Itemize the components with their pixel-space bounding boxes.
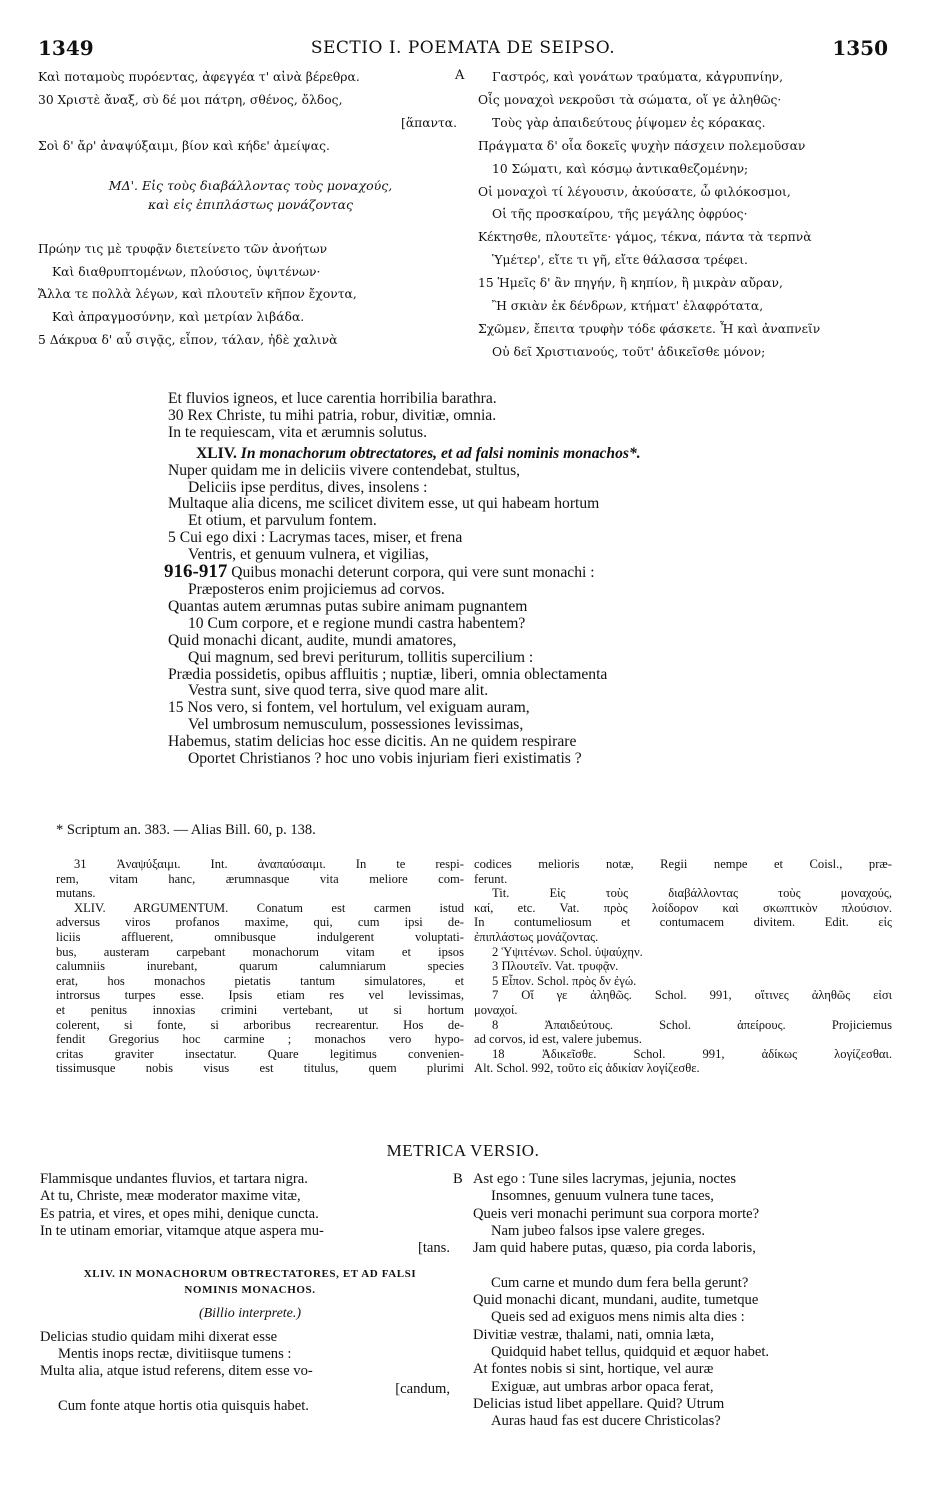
note-line: 7 Οἵ γε ἀληθῶς. Schol. 991, οἵτινες ἀληθῶς εἰσι: [492, 988, 892, 1003]
latin-prose-line: 30 Rex Christe, tu mihi patria, robur, divitiæ, omnia.: [168, 407, 497, 424]
notes-left-column: [56, 857, 464, 1076]
note-line: erat, hos monachos pietatis tantum simulatores, et: [56, 973, 464, 988]
greek-verse-line: Σχῶμεν, ἔπειτα τρυφὴν τόδε φάσκετε. Ἦ καὶ ἀναπνεῖν: [478, 321, 821, 336]
metrical-verse-line: Quid monachi dicant, mundani, audite, tumetque: [473, 1292, 759, 1309]
greek-verse-line: Τοὺς γὰρ ἀπαιδεύτους ῥίψομεν ἐς κόρακας.: [492, 115, 766, 130]
metrical-verse-line: Delicias studio quidam mihi dixerat esse: [40, 1328, 278, 1345]
greek-left-poem: [38, 238, 463, 353]
latin-prose-line: Deliciis ipse perditus, dives, insolens :: [188, 479, 428, 496]
metrical-verse-line: In te utinam emoriar, vitamque atque aspera mu-: [40, 1222, 324, 1239]
greek-verse-line: Γαστρός, καὶ γονάτων τραύματα, κἀγρυπνίην,: [492, 70, 784, 84]
greek-left-column: [38, 66, 463, 352]
metrical-verse-line: Cum fonte atque hortis otia quisquis habet.: [58, 1397, 309, 1414]
note-line: liciis affluerent, omnibusque indulgerent voluptati-: [56, 929, 464, 944]
note-line: 8 Ἀπαιδεύτους. Schol. ἀπείρους. Projiciemus: [492, 1017, 892, 1032]
latin-prose-line: 5 Cui ego dixi : Lacrymas taces, miser, et frena: [168, 530, 463, 547]
metrical-verse-line: Queis veri monachi perimunt sua corpora morte?: [473, 1205, 760, 1222]
latin-prose-line: Et fluvios igneos, et luce carentia horribilia barathra.: [168, 391, 497, 407]
note-line: Alt. Schol. 992, τοῦτο εἰς ἀδικίαν λογίζεσθε.: [474, 1061, 700, 1076]
metrica-versio-title: METRICA VERSIO.: [386, 1141, 540, 1160]
latin-prose-line: Multaque alia dicens, me scilicet divitem esse, ut qui habeam hortum: [168, 496, 600, 513]
side-marker-b: B: [453, 1171, 463, 1187]
latin-column-line: [164, 564, 808, 582]
greek-title-line-2: καὶ εἰς ἐπιπλάστως μονάζοντας: [147, 196, 354, 212]
metrical-verse-line: At tu, Christe, meæ moderator maxime vitæ,: [40, 1188, 301, 1205]
greek-title-line-1: ΜΔ'. Εἰς τοὺς διαβάλλοντας τοὺς μοναχούς,: [108, 177, 393, 193]
latin-prose-line: 10 Cum corpore, et e regione mundi castra habentem?: [188, 615, 526, 632]
note-line: XLIV. ARGUMENTUM. Conatum est carmen istud: [74, 900, 464, 915]
column-number: 916-917: [164, 564, 228, 582]
running-title: SECTIO I. POEMATA DE SEIPSO.: [310, 38, 616, 58]
metrical-verse-line: [candum,: [395, 1380, 450, 1397]
metrical-verse-line: Divitiæ vestræ, thalami, nati, omnia læta,: [473, 1326, 715, 1343]
note-line: tissimusque nobis visus est titulus, quem plurimi: [56, 1061, 464, 1076]
note-line: 2 Ὑψιτένων. Schol. ὑψαύχην.: [492, 944, 643, 959]
note-line: introrsus turpes esse. Ipsis etiam res vel levissimas,: [56, 988, 464, 1003]
greek-verse-line: [ἅπαντα.: [401, 115, 457, 130]
metrical-verse-line: Multa alia, atque istud referens, ditem esse vo-: [40, 1363, 313, 1380]
note-line: adversus viros profanos maxime, qui, cum ipsi de-: [56, 915, 464, 930]
latin-poem-lines: [168, 463, 808, 564]
greek-right-lines: [478, 66, 898, 364]
metrical-title-line-1: XLIV. IN MONACHORUM OBTRECTATORES, ET AD FALSI: [83, 1268, 417, 1281]
greek-verse-line: Πρώην τις μὲ τρυφᾷν διετείνετο τῶν ἀνοήτων: [38, 241, 328, 256]
latin-title-number: XLIV.: [196, 445, 237, 462]
note-line: critas graviter insectatur. Quare legitimus convenien-: [56, 1046, 464, 1061]
greek-verse-line: Ὑμέτερ', εἴτε τι γῆ, εἴτε θάλασσα τρέφει.: [492, 253, 748, 268]
metrical-verse-line: Auras haud fas est ducere Christicolas?: [491, 1413, 721, 1430]
footnote: * Scriptum an. 383. — Alias Bill. 60, p. 138.: [56, 822, 316, 838]
metrical-verse-line: Quidquid habet tellus, quidquid et æquor habet.: [491, 1343, 770, 1360]
note-line: mutans.: [56, 886, 96, 901]
note-line: calumniis inurebant, quarum calumniarum species: [56, 959, 464, 974]
greek-right-column: [478, 66, 898, 364]
greek-verse-line: 5 Δάκρυα δ' αὖ σιγᾷς, εἶπον, τάλαν, ἠδὲ χαλινὰ: [38, 333, 338, 348]
latin-prose-line: In te requiescam, vita et ærumnis solutus.: [168, 424, 427, 441]
note-line: ferunt.: [474, 871, 508, 886]
latin-prose-line: Qui magnum, sed brevi periturum, tollitis supercilium :: [188, 649, 534, 666]
latin-prose-line: Prædia possidetis, opibus affluitis ; nuptiæ, liberi, omnia oblectamenta: [168, 666, 608, 683]
greek-left-lines: [38, 66, 463, 158]
greek-verse-line: Καὶ ἀπραγμοσύνην, καὶ μετρίαν λιβάδα.: [52, 310, 305, 325]
note-line: Tit. Εἰς τοὺς διαβάλλοντας τοὺς μοναχούς,: [492, 886, 892, 901]
latin-prose-line: Habemus, statim delicias hoc esse dicitis. An ne quidem respirare: [168, 734, 577, 751]
greek-verse-line: Κέκτησθε, πλουτεῖτε· γάμος, τέκνα, πάντα τὰ τερπνὰ: [478, 230, 812, 245]
greek-verse-line: Οἱ τῆς προσκαίρου, τῆς μεγάλης ὀφρύος·: [492, 207, 748, 222]
greek-verse-line: Καὶ διαθρυπτομένων, πλούσιος, ὑψιτένων·: [52, 264, 321, 279]
latin-prose-line: Ventris, et genuum vulnera, et vigilias,: [188, 547, 429, 564]
note-line: ἐπιπλάστως μονάζοντας.: [474, 929, 599, 944]
metrical-verse-line: [473, 1257, 898, 1274]
metrical-verse-line: Jam quid habere putas, quæso, pia corda laboris,: [473, 1240, 756, 1257]
verse-right-lines: [473, 1171, 898, 1430]
notes-left-lines: [56, 857, 464, 1076]
metrical-verse-line: Insomnes, genuum vulnera tune taces,: [491, 1188, 714, 1205]
latin-prose-line: Vel umbrosum nemusculum, possessiones levissimas,: [188, 717, 524, 734]
metrical-verse-line: Ast ego : Tune siles lacrymas, jejunia, noctes: [473, 1171, 737, 1187]
greek-verse-line: Ἢ σκιὰν ἐκ δένδρων, κτήματ' ἐλαφρότατα,: [492, 299, 764, 314]
greek-verse-line: Ἄλλα τε πολλὰ λέγων, καὶ πλουτεῖν κῆπον ἔχοντα,: [38, 287, 357, 302]
latin-poem-title: [168, 446, 808, 463]
note-line: codices melioris notæ, Regii nempe et Coisl., præ-: [474, 857, 892, 871]
note-line: ad corvos, id est, valere jubemus.: [474, 1032, 642, 1047]
latin-poem-lines-2: [168, 582, 808, 768]
note-line: colerent, si fonte, si arboribus recrearentur. Hos de-: [56, 1017, 464, 1032]
notes-right-lines: [474, 857, 892, 1076]
metrical-verse-line: Flammisque undantes fluvios, et tartara nigra.: [40, 1171, 308, 1187]
side-marker-a: A: [455, 68, 465, 83]
verse-left-poem: [40, 1329, 460, 1415]
greek-verse-line: Καὶ ποταμοὺς πυρόεντας, ἀφεγγέα τ' αἰνὰ βέρεθρα.: [38, 70, 360, 84]
running-header: [38, 36, 888, 64]
greek-verse-line: 10 Σώματι, καὶ κόσμῳ ἀντικαθεζομένην;: [492, 161, 749, 176]
latin-prose-line: Vestra sunt, sive quod terra, sive quod mare alit.: [188, 683, 489, 700]
latin-prose-line: Quantas autem ærumnas putas subire animam pugnantem: [168, 598, 528, 615]
left-page-number: 1349: [38, 36, 94, 60]
note-line: 3 Πλουτεῖν. Vat. τρυφᾷν.: [492, 959, 619, 974]
latin-title-text: In monachorum obtrectatores, et ad falsi nominis monachos*.: [240, 445, 641, 462]
latin-prose-lines: [168, 391, 808, 442]
latin-prose-line: Nuper quidam me in deliciis vivere contendebat, stultus,: [168, 462, 521, 479]
note-line: μοναχοί.: [474, 1002, 518, 1017]
greek-verse-line: Πράγματα δ' οἷα δοκεῖς ψυχὴν πάσχειν πολεμοῦσαν: [478, 138, 806, 153]
metrical-verse-line: At fontes nobis si sint, hortique, vel auræ: [473, 1361, 714, 1378]
interpreter-note: (Billio interprete.): [198, 1306, 302, 1322]
note-line: In contumeliosum et contumacem divitem. Edit. εἰς: [474, 915, 892, 930]
verse-right-column: [473, 1171, 898, 1430]
latin-prose-line: Quid monachi dicant, audite, mundi amatores,: [168, 632, 457, 649]
notes-right-column: [474, 857, 892, 1076]
greek-poem-title: [38, 176, 463, 214]
note-line: 18 Ἀδικεῖσθε. Schol. 991, ἀδίκως λογίζεσθαι.: [492, 1046, 892, 1061]
note-line: καί, etc. Vat. πρὸς λοίδορον καὶ σκωπτικὸν πλούσιον.: [474, 900, 892, 915]
metrical-verse-line: Delicias istud libet appellare. Quid? Utrum: [473, 1395, 725, 1412]
metrical-poem-title: [40, 1267, 460, 1298]
greek-verse-line: Σοὶ δ' ἄρ' ἀναψύξαιμι, βίον καὶ κήδε' ἀμείψας.: [38, 138, 330, 153]
note-line: 31 Ἀναψύξαιμι. Int. ἀναπαύσαιμι. In te respi-: [74, 857, 464, 871]
verse-left-column: [40, 1171, 460, 1415]
greek-verse-line: Οἷς μοναχοὶ νεκροῦσι τὰ σώματα, οἵ γε ἀληθῶς·: [478, 92, 782, 107]
note-line: bus, austeram carpebant monachorum vitam et ipsos: [56, 944, 464, 959]
latin-column-line-text: Quibus monachi deterunt corpora, qui vere sunt monachi :: [231, 564, 595, 582]
right-page-number: 1350: [832, 36, 888, 60]
greek-verse-line: 15 Ἡμεῖς δ' ἂν πηγήν, ἢ κηπίον, ἢ μικρὰν αὔραν,: [478, 276, 783, 291]
metrical-verse-line: Es patria, et vires, et opes mihi, denique cuncta.: [40, 1205, 319, 1222]
latin-prose-line: Præposteros enim projiciemus ad corvos.: [188, 581, 445, 598]
latin-prose-line: Et otium, et parvulum fontem.: [188, 513, 377, 530]
metrical-title-line-2: NOMINIS MONACHOS.: [184, 1283, 316, 1296]
metrical-verse-line: Nam jubeo falsos ipse valere greges.: [491, 1222, 705, 1239]
greek-verse-line: Οὐ δεῖ Χριστιανούς, τοῦτ' ἀδικεῖσθε μόνον;: [492, 344, 766, 359]
note-line: rem, vitam hanc, ærumnasque vita meliore com-: [56, 871, 464, 886]
note-line: 5 Εἶπον. Schol. πρὸς δν ἐγώ.: [492, 973, 637, 988]
greek-verse-line: 30 Χριστὲ ἄναξ, σὺ δέ μοι πάτρη, σθένος, ὄλδος,: [38, 92, 343, 107]
note-line: et penitus innoxias crimini vertebant, ut si hortum: [56, 1002, 464, 1017]
verse-left-lines: [40, 1171, 460, 1257]
metrical-verse-line: Queis sed ad exiguos mens nimis alta dies :: [491, 1309, 745, 1326]
metrical-verse-line: Mentis inops rectæ, divitiisque tumens :: [58, 1346, 292, 1363]
metrical-verse-line: [tans.: [417, 1240, 450, 1257]
latin-prose-translation: [164, 391, 808, 768]
note-line: fendit Gregorius hoc carmine ; monachos vero hypo-: [56, 1032, 464, 1047]
latin-prose-line: 15 Nos vero, si fontem, vel hortulum, vel exiguam auram,: [168, 700, 530, 717]
metrical-verse-line: Exiguæ, aut umbras arbor opaca ferat,: [491, 1378, 714, 1395]
metrical-verse-line: Cum carne et mundo dum fera bella gerunt?: [491, 1274, 749, 1291]
latin-prose-line: Oportet Christianos ? hoc uno vobis injuriam fieri existimatis ?: [188, 751, 582, 768]
greek-verse-line: Οἱ μοναχοὶ τί λέγουσιν, ἀκούσατε, ὦ φιλόκοσμοι,: [478, 184, 791, 199]
